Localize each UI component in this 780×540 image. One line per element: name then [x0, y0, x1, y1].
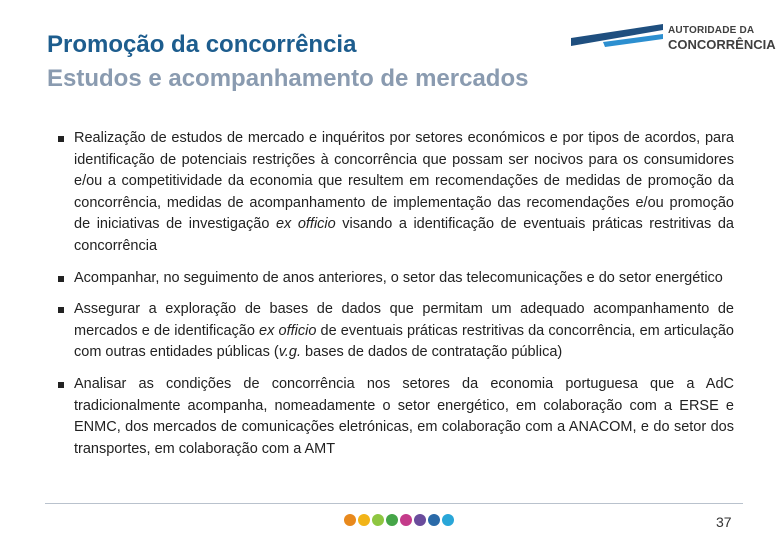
- bullet-list: [58, 128, 734, 470]
- dot-icon-2: [358, 514, 370, 526]
- slide-title: [47, 28, 528, 96]
- dot-icon-8: [442, 514, 454, 526]
- dot-icon-5: [400, 514, 412, 526]
- autoridade-da-concorrencia-logo: [567, 20, 776, 60]
- title-line-1: Promoção da concorrência: [47, 31, 357, 58]
- dot-icon-6: [414, 514, 426, 526]
- logo-text-line-1: AUTORIDADE DA: [668, 25, 755, 36]
- decorative-dots: [344, 514, 454, 526]
- page-number: 37: [716, 514, 732, 530]
- bullet-item-3: Assegurar a exploração de bases de dados que permitam um adequado acompanhamento de mercados e de identificação ex officio de eventuais práticas restritivas da concorrência, em articulação com outras entidades públicas (v.g. bases de dados de contratação pública): [58, 299, 734, 364]
- bullet-item-4: Analisar as condições de concorrência nos setores da economia portuguesa que a AdC tradicionalmente acompanha, nomeadamente o setor energético, em colaboração com a ERSE e ENMC, dos mercados de comunicações eletrónicas, em colaboração com a ANACOM, e do setor dos transportes, em colaboração com a AMT: [58, 374, 734, 460]
- dot-icon-3: [372, 514, 384, 526]
- logo-text-line-2: CONCORRÊNCIA: [668, 37, 776, 52]
- dot-icon-4: [386, 514, 398, 526]
- dot-icon-7: [428, 514, 440, 526]
- title-line-2: Estudos e acompanhamento de mercados: [47, 65, 529, 92]
- square-bullet-icon: [58, 382, 64, 388]
- bullet-item-1: Realização de estudos de mercado e inquéritos por setores económicos e por tipos de acordos, para identificação de potenciais restrições à concorrência que possam ser nocivos para os consumidores e/ou a competitividade da economia que resultem em recomendações de medidas de promoção da concorrência, medidas de acompanhamento de implementação das recomendações e/ou promoção de iniciativas de investigação ex officio visando a identificação de eventuais práticas restritivas da concorrência: [58, 128, 734, 258]
- square-bullet-icon: [58, 136, 64, 142]
- footer-divider: [45, 503, 743, 504]
- dot-icon-1: [344, 514, 356, 526]
- square-bullet-icon: [58, 276, 64, 282]
- square-bullet-icon: [58, 307, 64, 313]
- bullet-item-2: Acompanhar, no seguimento de anos anteriores, o setor das telecomunicações e do setor energético: [58, 268, 734, 290]
- logo-stripes-icon: [567, 20, 667, 56]
